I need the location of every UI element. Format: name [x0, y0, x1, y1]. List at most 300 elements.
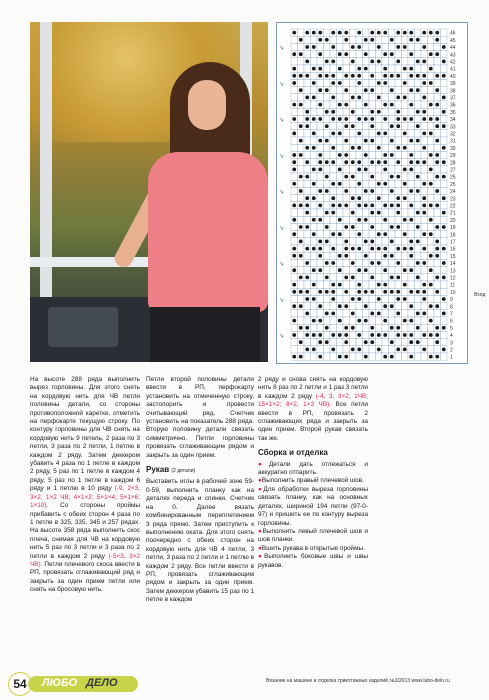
stitch-dot — [370, 204, 374, 208]
chart-cell — [376, 101, 383, 108]
chart-cell — [441, 281, 448, 288]
chart-cell — [317, 58, 324, 65]
chart-cell — [434, 195, 441, 202]
stitch-dot — [364, 103, 368, 107]
stitch-dot — [318, 290, 322, 294]
stitch-dot — [325, 189, 329, 193]
stitch-dot — [409, 31, 413, 35]
stitch-dot — [312, 268, 316, 272]
stitch-dot — [396, 247, 400, 251]
chart-cell — [324, 101, 331, 108]
chart-cell — [408, 324, 415, 331]
chart-cell — [441, 202, 448, 209]
stitch-dot — [292, 268, 296, 272]
stitch-dot — [305, 96, 309, 100]
chart-cell — [428, 209, 435, 216]
stitch-dot — [312, 218, 316, 222]
stitch-dot — [344, 304, 348, 308]
stitch-dot — [370, 74, 374, 78]
chart-cell — [441, 317, 448, 324]
stitch-dot — [403, 247, 407, 251]
stitch-dot — [377, 160, 381, 164]
stitch-dot — [325, 261, 329, 265]
chart-cell — [395, 51, 402, 58]
chart-cell — [369, 346, 376, 353]
chart-cell — [402, 223, 409, 230]
chart-cell — [434, 65, 441, 72]
chart-cell — [330, 166, 337, 173]
chart-cell — [408, 231, 415, 238]
col2-paragraph-2: Выставить иглы в рабочей зоне 59-0-59, выполнить планку как на деталях переда и спинки. Счетчик на 0. Далее вязать комбинированным переплетением 3 ряда прямо. Затем приступить к выполнению оката. Для этого снять поочередно с обеих сторон на кордовую нить для ЧВ 4 петли, 3 петли, 3 раза по 2 петли и 1 петлю в каждом 2 ряду. Все петли ввести в РП, провязать сглаживающим рядом и закрыть за один прием. Затем деккером убавить 15 раз по 1 петле в каждом — [146, 478, 254, 604]
chart-cell — [298, 29, 305, 36]
stitch-dot — [422, 182, 426, 186]
stitch-dot — [383, 117, 387, 121]
chart-cell — [363, 79, 370, 86]
stitch-dot — [305, 204, 309, 208]
stitch-dot — [312, 348, 316, 352]
chart-cell — [382, 324, 389, 331]
stitch-dot — [312, 182, 316, 186]
chart-cell — [382, 259, 389, 266]
stitch-dot — [331, 45, 335, 49]
chart-cell — [298, 43, 305, 50]
chart-cell — [389, 166, 396, 173]
chart-cell — [434, 166, 441, 173]
chart-cell — [304, 79, 311, 86]
stitch-dot — [344, 189, 348, 193]
stitch-dot — [312, 117, 316, 121]
chart-cell — [369, 353, 376, 360]
stitch-dot — [442, 146, 446, 150]
chart-cell — [337, 36, 344, 43]
chart-cell — [363, 259, 370, 266]
stitch-dot — [403, 31, 407, 35]
chart-cell — [356, 339, 363, 346]
chart-cell — [324, 151, 331, 158]
stitch-dot — [416, 326, 420, 330]
chart-cell — [363, 144, 370, 151]
stitch-dot — [390, 254, 394, 258]
logo-part-2: ДЕЛО — [86, 677, 118, 689]
chart-cell — [324, 43, 331, 50]
chart-cell — [324, 29, 331, 36]
stitch-dot — [435, 204, 439, 208]
chart-cell — [311, 36, 318, 43]
stitch-dot — [383, 74, 387, 78]
stitch-dot — [357, 67, 361, 71]
chart-cell — [421, 223, 428, 230]
chart-cell — [369, 195, 376, 202]
stitch-dot — [429, 333, 433, 337]
stitch-dot — [383, 160, 387, 164]
stitch-dot — [364, 117, 368, 121]
chart-row-number: 5 — [450, 325, 453, 332]
stitch-dot — [292, 52, 296, 56]
stitch-dot — [403, 218, 407, 222]
stitch-dot — [338, 117, 342, 121]
chart-cell — [350, 87, 357, 94]
stitch-dot — [338, 52, 342, 56]
photo-skirt — [150, 307, 260, 362]
carriage-marker-icon: ↘ — [279, 153, 285, 160]
stitch-dot — [318, 38, 322, 42]
stitch-dot — [390, 38, 394, 42]
stitch-dot — [383, 319, 387, 323]
stitch-dot — [305, 160, 309, 164]
chart-cell — [382, 144, 389, 151]
stitch-dot — [318, 103, 322, 107]
stitch-dot — [292, 153, 296, 157]
stitch-dot — [351, 160, 355, 164]
chart-row-number: 30 — [450, 145, 456, 152]
chart-cell — [291, 144, 298, 151]
stitch-dot — [390, 175, 394, 179]
chart-cell — [421, 303, 428, 310]
stitch-dot — [351, 45, 355, 49]
chart-cell — [434, 108, 441, 115]
stitch-dot — [435, 240, 439, 244]
stitch-dot — [396, 204, 400, 208]
stitch-dot — [409, 340, 413, 344]
chart-cell — [428, 87, 435, 94]
stitch-dot — [351, 276, 355, 280]
stitch-dot — [429, 117, 433, 121]
chart-cell — [408, 195, 415, 202]
chart-cell — [356, 209, 363, 216]
stitch-dot — [357, 319, 361, 323]
assembly-step: ● Для обработки выреза горловины связать планку, как на основных деталях, шириной 194 петли (97-0-97) и пришить ее по контуру выреза горловины. — [258, 486, 368, 528]
chart-cell — [389, 331, 396, 338]
chart-cell — [421, 166, 428, 173]
stitch-dot — [390, 139, 394, 143]
chart-cell — [304, 187, 311, 194]
chart-cell — [330, 216, 337, 223]
stitch-dot — [383, 103, 387, 107]
sleeve-heading-text: Рукав — [146, 465, 170, 475]
chart-cell — [291, 209, 298, 216]
chart-cell — [415, 267, 422, 274]
stitch-dot — [429, 204, 433, 208]
carriage-marker-icon: ↘ — [279, 297, 285, 304]
chart-cell — [441, 130, 448, 137]
chart-cell — [304, 130, 311, 137]
chart-cell — [389, 209, 396, 216]
stitch-dot — [416, 312, 420, 316]
chart-cell — [389, 259, 396, 266]
chart-cell — [395, 130, 402, 137]
carriage-marker-icon: ↘ — [279, 81, 285, 88]
chart-cell — [395, 281, 402, 288]
col1-p2-text: Со стороны проймы прибавить с обеих сторон 4 раза по 1 петле в 325, 335, 345 и 257 рядах. На высоте 358 ряда выполнить скос плеча, снимая для ЧВ на кордовую нить 5 раз по 3 петли и 3 раза по 2 петли в каждом 2 ряду — [30, 502, 140, 560]
chart-cell — [343, 281, 350, 288]
chart-cell — [356, 274, 363, 281]
chart-cell — [415, 115, 422, 122]
chart-cell — [304, 166, 311, 173]
chart-cell — [330, 65, 337, 72]
stitch-dot — [351, 247, 355, 251]
stitch-dot — [299, 88, 303, 92]
chart-cell — [382, 58, 389, 65]
chart-cell — [441, 166, 448, 173]
chart-cell — [376, 166, 383, 173]
stitch-dot — [299, 74, 303, 78]
stitch-dot — [429, 319, 433, 323]
chart-cell — [291, 123, 298, 130]
chart-row-number: 8 — [450, 304, 453, 311]
stitch-dot — [416, 110, 420, 114]
chart-cell — [363, 310, 370, 317]
chart-cell — [298, 115, 305, 122]
stitch-dot — [364, 355, 368, 359]
stitch-dot — [364, 88, 368, 92]
chart-row-number: 17 — [450, 239, 456, 246]
chart-cell — [291, 310, 298, 317]
stitch-dot — [351, 146, 355, 150]
chart-row-number: 36 — [450, 102, 456, 109]
chart-row-number: 31 — [450, 138, 456, 145]
chart-cell — [415, 281, 422, 288]
chart-cell — [304, 101, 311, 108]
chart-cell — [330, 137, 337, 144]
chart-cell — [421, 151, 428, 158]
stitch-dot — [396, 74, 400, 78]
chart-cell — [402, 259, 409, 266]
chart-cell — [350, 36, 357, 43]
stitch-dot — [338, 103, 342, 107]
chart-cell — [311, 209, 318, 216]
chart-cell — [317, 94, 324, 101]
stitch-dot — [429, 168, 433, 172]
chart-cell — [298, 216, 305, 223]
stitch-dot — [390, 153, 394, 157]
stitch-dot — [344, 340, 348, 344]
chart-cell — [402, 108, 409, 115]
chart-cell — [350, 180, 357, 187]
stitch-dot — [442, 211, 446, 215]
chart-cell — [382, 87, 389, 94]
chart-cell — [415, 195, 422, 202]
stitch-dot — [357, 218, 361, 222]
chart-cell — [324, 51, 331, 58]
stitch-dot — [383, 304, 387, 308]
chart-cell — [304, 238, 311, 245]
stitch-dot — [292, 290, 296, 294]
chart-cell — [376, 151, 383, 158]
stitch-dot — [299, 103, 303, 107]
model-photo — [30, 22, 268, 362]
stitch-dot — [305, 45, 309, 49]
chart-cell — [428, 259, 435, 266]
chart-cell — [363, 209, 370, 216]
stitch-dot — [377, 283, 381, 287]
chart-cell — [389, 65, 396, 72]
stitch-dot — [370, 88, 374, 92]
stitch-dot — [435, 52, 439, 56]
chart-row-number: 34 — [450, 117, 456, 124]
stitch-dot — [364, 139, 368, 143]
stitch-dot — [370, 326, 374, 330]
assembly-step: ● Выполнить боковые швы и швы рукавов. — [258, 553, 368, 570]
stitch-dot — [299, 304, 303, 308]
chart-cell — [330, 252, 337, 259]
stitch-dot — [325, 326, 329, 330]
chart-cell — [324, 317, 331, 324]
chart-cell — [330, 317, 337, 324]
chart-cell — [402, 101, 409, 108]
stitch-dot — [331, 297, 335, 301]
stitch-dot — [435, 333, 439, 337]
stitch-dot — [416, 276, 420, 280]
stitch-dot — [442, 160, 446, 164]
chart-cell — [441, 231, 448, 238]
chart-cell — [304, 353, 311, 360]
chart-cell — [389, 245, 396, 252]
stitch-dot — [299, 175, 303, 179]
chart-cell — [337, 274, 344, 281]
chart-cell — [408, 144, 415, 151]
stitch-dot — [409, 139, 413, 143]
stitch-dot — [422, 232, 426, 236]
assembly-heading: Сборка и отделка — [258, 448, 328, 458]
carriage-marker-icon: ↘ — [279, 261, 285, 268]
stitch-dot — [344, 103, 348, 107]
chart-cell — [291, 173, 298, 180]
chart-cell — [330, 339, 337, 346]
col3-p1-tail: Все петли ввести в РП, провязать 2 сглаживающих ряда и закрыть за один прием. Второй рукав связать так же. — [258, 401, 368, 442]
chart-row-number: 38 — [450, 88, 456, 95]
stitch-dot — [364, 240, 368, 244]
chart-cell — [382, 94, 389, 101]
chart-cell — [428, 195, 435, 202]
chart-cell — [330, 267, 337, 274]
chart-cell — [389, 267, 396, 274]
stitch-dot — [338, 67, 342, 71]
stitch-dot — [292, 81, 296, 85]
chart-cell — [363, 159, 370, 166]
chart-cell — [395, 137, 402, 144]
stitch-dot — [370, 189, 374, 193]
chart-cell — [402, 209, 409, 216]
stitch-dot — [299, 189, 303, 193]
stitch-dot — [305, 60, 309, 64]
stitch-dot — [325, 211, 329, 215]
chart-cell — [434, 281, 441, 288]
stitch-dot — [305, 175, 309, 179]
logo-part-1: ЛЮБО — [42, 677, 78, 689]
chart-cell — [441, 303, 448, 310]
stitch-dot — [331, 110, 335, 114]
chart-row-number: 7 — [450, 311, 453, 318]
stitch-dot — [344, 204, 348, 208]
chart-cell — [376, 187, 383, 194]
chart-cell — [350, 137, 357, 144]
stitch-dot — [338, 355, 342, 359]
chart-cell — [428, 123, 435, 130]
stitch-dot — [435, 124, 439, 128]
chart-cell — [343, 180, 350, 187]
chart-cell — [428, 274, 435, 281]
chart-cell — [330, 173, 337, 180]
stitch-dot — [357, 247, 361, 251]
col3-p1-formula: (-4, 3, 3×2, 1ЧВ; 15×1×2; 8×2, 1×3 ЧВ). — [258, 392, 368, 409]
chart-cell — [402, 238, 409, 245]
chart-cell — [350, 252, 357, 259]
stitch-dot — [422, 160, 426, 164]
stitch-dot — [390, 240, 394, 244]
chart-cell — [343, 267, 350, 274]
chart-cell — [356, 187, 363, 194]
chart-cell — [402, 137, 409, 144]
chart-cell — [324, 216, 331, 223]
chart-cell — [395, 339, 402, 346]
chart-cell — [376, 339, 383, 346]
chart-cell — [317, 123, 324, 130]
stitch-dot — [318, 340, 322, 344]
chart-row-number: 16 — [450, 246, 456, 253]
chart-cell — [317, 79, 324, 86]
chart-cell — [395, 79, 402, 86]
stitch-dot — [377, 132, 381, 136]
stitch-dot — [377, 31, 381, 35]
stitch-dot — [338, 153, 342, 157]
stitch-dot — [422, 132, 426, 136]
chart-row-number: 3 — [450, 340, 453, 347]
chart-cell — [369, 231, 376, 238]
stitch-dot — [396, 312, 400, 316]
stitch-dot — [396, 196, 400, 200]
stitch-dot — [390, 74, 394, 78]
chart-cell — [298, 281, 305, 288]
chart-cell — [441, 29, 448, 36]
stitch-dot — [299, 355, 303, 359]
chart-cell — [415, 295, 422, 302]
chart-cell — [382, 36, 389, 43]
chart-cell — [395, 65, 402, 72]
stitch-dot — [383, 81, 387, 85]
chart-cell — [337, 43, 344, 50]
chart-cell — [441, 51, 448, 58]
chart-cell — [395, 231, 402, 238]
chart-cell — [330, 353, 337, 360]
stitch-dot — [338, 283, 342, 287]
chart-cell — [369, 252, 376, 259]
chart-cell — [376, 324, 383, 331]
stitch-dot — [331, 204, 335, 208]
stitch-dot — [422, 290, 426, 294]
stitch-dot — [312, 283, 316, 287]
chart-cell — [415, 130, 422, 137]
stitch-dot — [377, 348, 381, 352]
chart-cell — [350, 238, 357, 245]
chart-cell — [337, 87, 344, 94]
chart-cell — [389, 94, 396, 101]
chart-cell — [291, 43, 298, 50]
stitch-dot — [344, 290, 348, 294]
chart-row-number: 22 — [450, 203, 456, 210]
chart-cell — [395, 166, 402, 173]
chart-cell — [441, 238, 448, 245]
stitch-dot — [292, 304, 296, 308]
chart-cell — [311, 123, 318, 130]
stitch-dot — [409, 189, 413, 193]
chart-cell — [376, 223, 383, 230]
stitch-dot — [312, 132, 316, 136]
chart-cell — [330, 238, 337, 245]
stitch-dot — [390, 340, 394, 344]
chart-row-number: 6 — [450, 318, 453, 325]
chart-cell — [298, 58, 305, 65]
stitch-dot — [383, 153, 387, 157]
